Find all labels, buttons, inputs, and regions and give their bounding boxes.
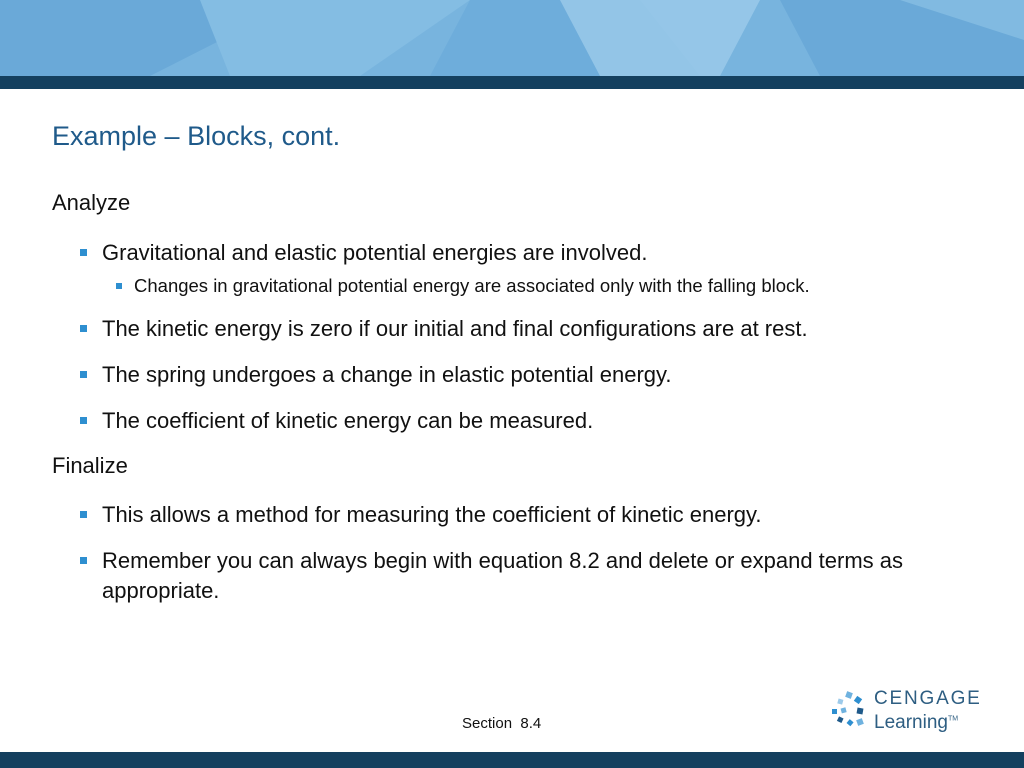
section-label: Section 8.4 <box>462 715 542 732</box>
bullet-text: The coefficient of kinetic energy can be measured. <box>102 408 594 433</box>
sub-bullet-item <box>52 274 982 298</box>
cengage-mark-icon <box>830 690 870 730</box>
sub-bullet-text: Changes in gravitational potential energy are associated only with the falling block. <box>134 275 810 296</box>
bullet-square-icon <box>80 325 87 332</box>
bullet-item <box>52 360 982 390</box>
analyze-heading: Analyze <box>52 190 131 215</box>
bullet-square-icon <box>80 417 87 424</box>
header-rule <box>0 76 1024 89</box>
bullet-item <box>52 314 982 344</box>
bullet-item <box>52 406 982 436</box>
cengage-logo <box>830 688 980 738</box>
header-banner <box>0 0 1024 76</box>
bullet-text: Remember you can always begin with equation 8.2 and delete or expand terms as appropriate. <box>102 548 904 603</box>
bullet-text: The spring undergoes a change in elastic potential energy. <box>102 362 672 387</box>
bullet-square-icon <box>80 249 87 256</box>
bullet-item <box>52 546 932 606</box>
bullet-text: Gravitational and elastic potential energies are involved. <box>102 240 648 265</box>
slide-body <box>52 189 982 606</box>
bullet-square-icon <box>80 371 87 378</box>
finalize-heading: Finalize <box>52 453 128 478</box>
logo-wordmark-learning <box>874 712 958 734</box>
logo-learning-text: Learning <box>874 712 948 733</box>
bullet-text: This allows a method for measuring the coefficient of kinetic energy. <box>102 502 762 527</box>
bullet-square-icon <box>80 511 87 518</box>
bullet-item <box>52 238 982 268</box>
bullet-item <box>52 500 982 530</box>
bullet-square-icon <box>116 283 122 289</box>
logo-trademark: TM <box>947 715 959 723</box>
bullet-square-icon <box>80 557 87 564</box>
logo-wordmark-cengage: CENGAGE <box>874 688 982 709</box>
slide-title: Example – Blocks, cont. <box>52 121 341 151</box>
header-decoration <box>0 0 1024 76</box>
footer-rule <box>0 752 1024 768</box>
bullet-text: The kinetic energy is zero if our initial and final configurations are at rest. <box>102 316 808 341</box>
